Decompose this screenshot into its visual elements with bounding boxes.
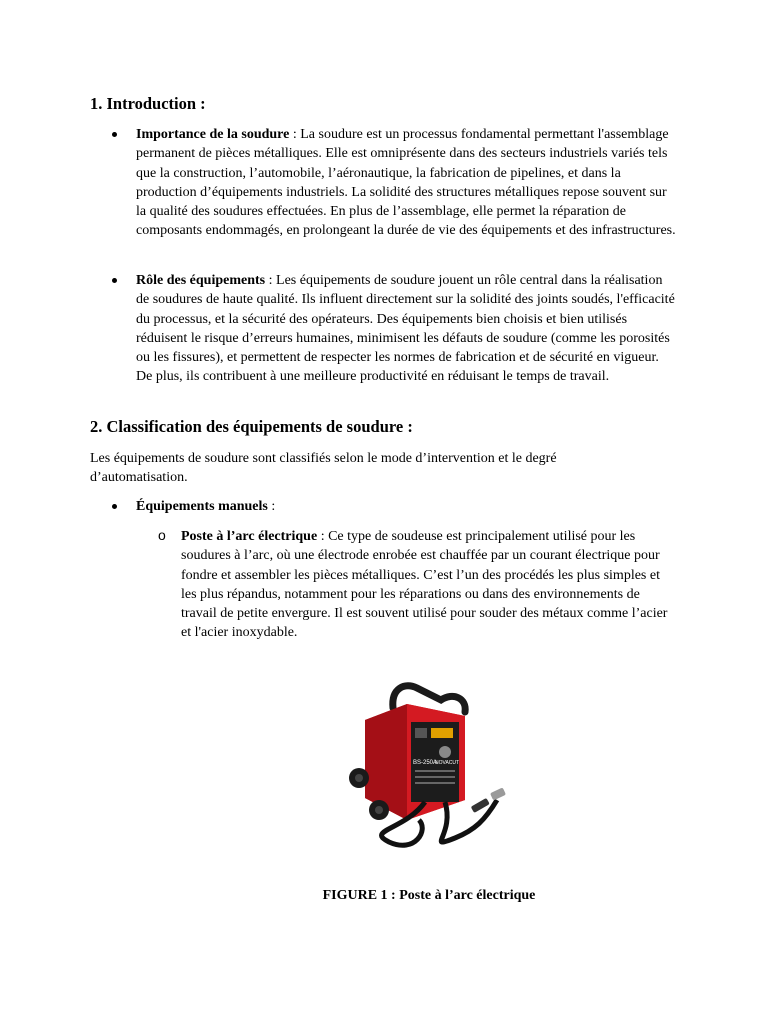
bullet-paragraph-manuels [136,497,676,516]
sub-bullet-term: Poste à l’arc électrique [181,529,318,544]
panel-label-model: BS-250A [413,760,438,766]
bullet-paragraph-importance [136,125,676,241]
section-intro-paragraph: Les équipements de soudure sont classifiés selon le mode d’intervention et le degré d’automatisation. [90,451,557,486]
bullet-text: : La soudure est un processus fondamental permettant l'assemblage permanent de pièces métalliques. Elle est omniprésente dans des secteurs industriels variés tels que la construction, l’automobile, l’aéronautique, la fabrication de pipelines, et dans la production d’équipements industriels. La solidité des structures métalliques repose souvent sur la qualité des soudures effectuées. En plus de l’assemblage, elle permet la réparation de composants endommagés, en prolongeant la durée de vie des équipements et des infrastructures. [136,127,676,239]
sub-bullet-text: : Ce type de soudeuse est principalement utilisé pour les soudures à l’arc, où une électrode enrobée est chauffée par un courant électrique pour fondre et assembler les pièces métalliques. C’est l’un des procédés les plus simples et les plus répandus, notamment pour les réparations ou dans des environnements de travail de petite envergure. Il est souvent utilisé pour souder des métaux comme l’acier et l'acier inoxydable. [181,529,668,641]
bullet-text: : [267,499,276,514]
bullet-dot [112,504,117,509]
bullet-term: Équipements manuels [136,499,268,514]
panel-label-brand: NOVACUT [435,760,460,766]
electrode-holder [490,787,506,800]
bullet-dot [112,132,117,137]
bullet-term: Rôle des équipements [136,273,266,288]
figure-welding-machine-image [345,660,510,875]
welding-machine-illustration [345,660,510,875]
section-heading-classification: 2. Classification des équipements de soudure : [90,417,413,436]
figure-caption: FIGURE 1 : Poste à l’arc électrique [322,888,536,903]
section-heading-introduction: 1. Introduction : [90,94,206,113]
bullet-paragraph-role [136,271,676,387]
bullet-term: Importance de la soudure [136,127,290,142]
sub-bullet-paragraph-poste-arc [181,527,676,643]
sub-bullet-marker: o [158,527,166,543]
bullet-text: : Les équipements de soudure jouent un rôle central dans la réalisation de soudures de haute qualité. Ils influent directement sur la solidité des joints soudés, l'efficacité du processus, et la sécurité des opérateurs. Des équipements bien choisis et bien utilisés réduisent le risque d’erreurs humaines, minimisent les défauts de soudure (comme les porosités ou les fissures), et permettent de respecter les normes de fabrication et de sécurité en vigueur. De plus, ils contribuent à une meilleure productivité en réduisant le temps de travail. [136,273,675,385]
bullet-dot [112,278,117,283]
welding-cable [441,800,497,842]
dial-knob [439,746,451,758]
